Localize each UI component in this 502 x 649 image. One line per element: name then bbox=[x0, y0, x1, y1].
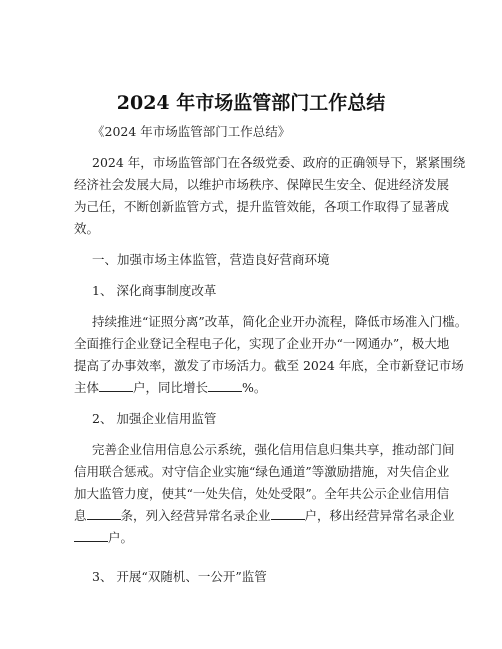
intro-line-4: 效。 bbox=[74, 221, 100, 236]
text-span: 户。 bbox=[108, 530, 134, 545]
sub2-line-1: 完善企业信用信息公示系统，强化信用信息归集共享，推动部门间 bbox=[92, 442, 455, 457]
sub1-line-4 bbox=[74, 380, 266, 396]
document-title: 2024 年市场监管部门工作总结 bbox=[116, 92, 386, 114]
sub2-line-2: 信用联合惩戒。对守信企业实施“绿色通道”等激励措施，对失信企业 bbox=[74, 464, 450, 479]
text-span: 息 bbox=[74, 508, 87, 523]
subsection-2-heading: 2、 加强企业信用监管 bbox=[92, 411, 217, 426]
subsection-3-heading: 3、 开展“双随机、一公开”监管 bbox=[92, 569, 267, 584]
sub2-line-3: 加大监管力度，使其“一处失信，处处受限”。全年共公示企业信用信 bbox=[74, 486, 450, 501]
text-span: 户，移出经营异常名录企业 bbox=[304, 508, 455, 523]
fill-in-blank bbox=[99, 380, 133, 392]
sub2-line-5 bbox=[74, 530, 133, 546]
fill-in-blank bbox=[74, 530, 108, 542]
intro-line-1: 2024 年，市场监管部门在各级党委、政府的正确领导下，紧紧围绕 bbox=[92, 155, 466, 170]
sub1-line-2: 全面推行企业登记全程电子化，实现了企业开办“一网通办”，极大地 bbox=[74, 336, 450, 351]
fill-in-blank bbox=[87, 508, 121, 520]
subsection-1-heading: 1、 深化商事制度改革 bbox=[92, 283, 217, 298]
fill-in-blank bbox=[208, 380, 242, 392]
text-span: 户，同比增长 bbox=[133, 380, 209, 395]
intro-line-2: 经济社会发展大局，以维护市场秩序、保障民生安全、促进经济发展 bbox=[74, 177, 450, 192]
sub2-line-4 bbox=[74, 508, 455, 524]
intro-line-3: 为己任，不断创新监管方式，提升监管效能，各项工作取得了显著成 bbox=[74, 199, 450, 214]
section-1-heading: 一、加强市场主体监管，营造良好营商环境 bbox=[92, 252, 330, 267]
sub1-line-3: 提高了办事效率，激发了市场活力。截至 2024 年底，全市新登记市场 bbox=[74, 358, 464, 373]
text-span: 主体 bbox=[74, 380, 100, 395]
document-subtitle: 《2024 年市场监管部门工作总结》 bbox=[92, 124, 291, 139]
sub1-line-1: 持续推进“证照分离”改革，简化企业开办流程，降低市场准入门槛。 bbox=[92, 314, 468, 329]
fill-in-blank bbox=[271, 508, 305, 520]
text-span: %。 bbox=[242, 380, 267, 395]
text-span: 条，列入经营异常名录企业 bbox=[120, 508, 271, 523]
